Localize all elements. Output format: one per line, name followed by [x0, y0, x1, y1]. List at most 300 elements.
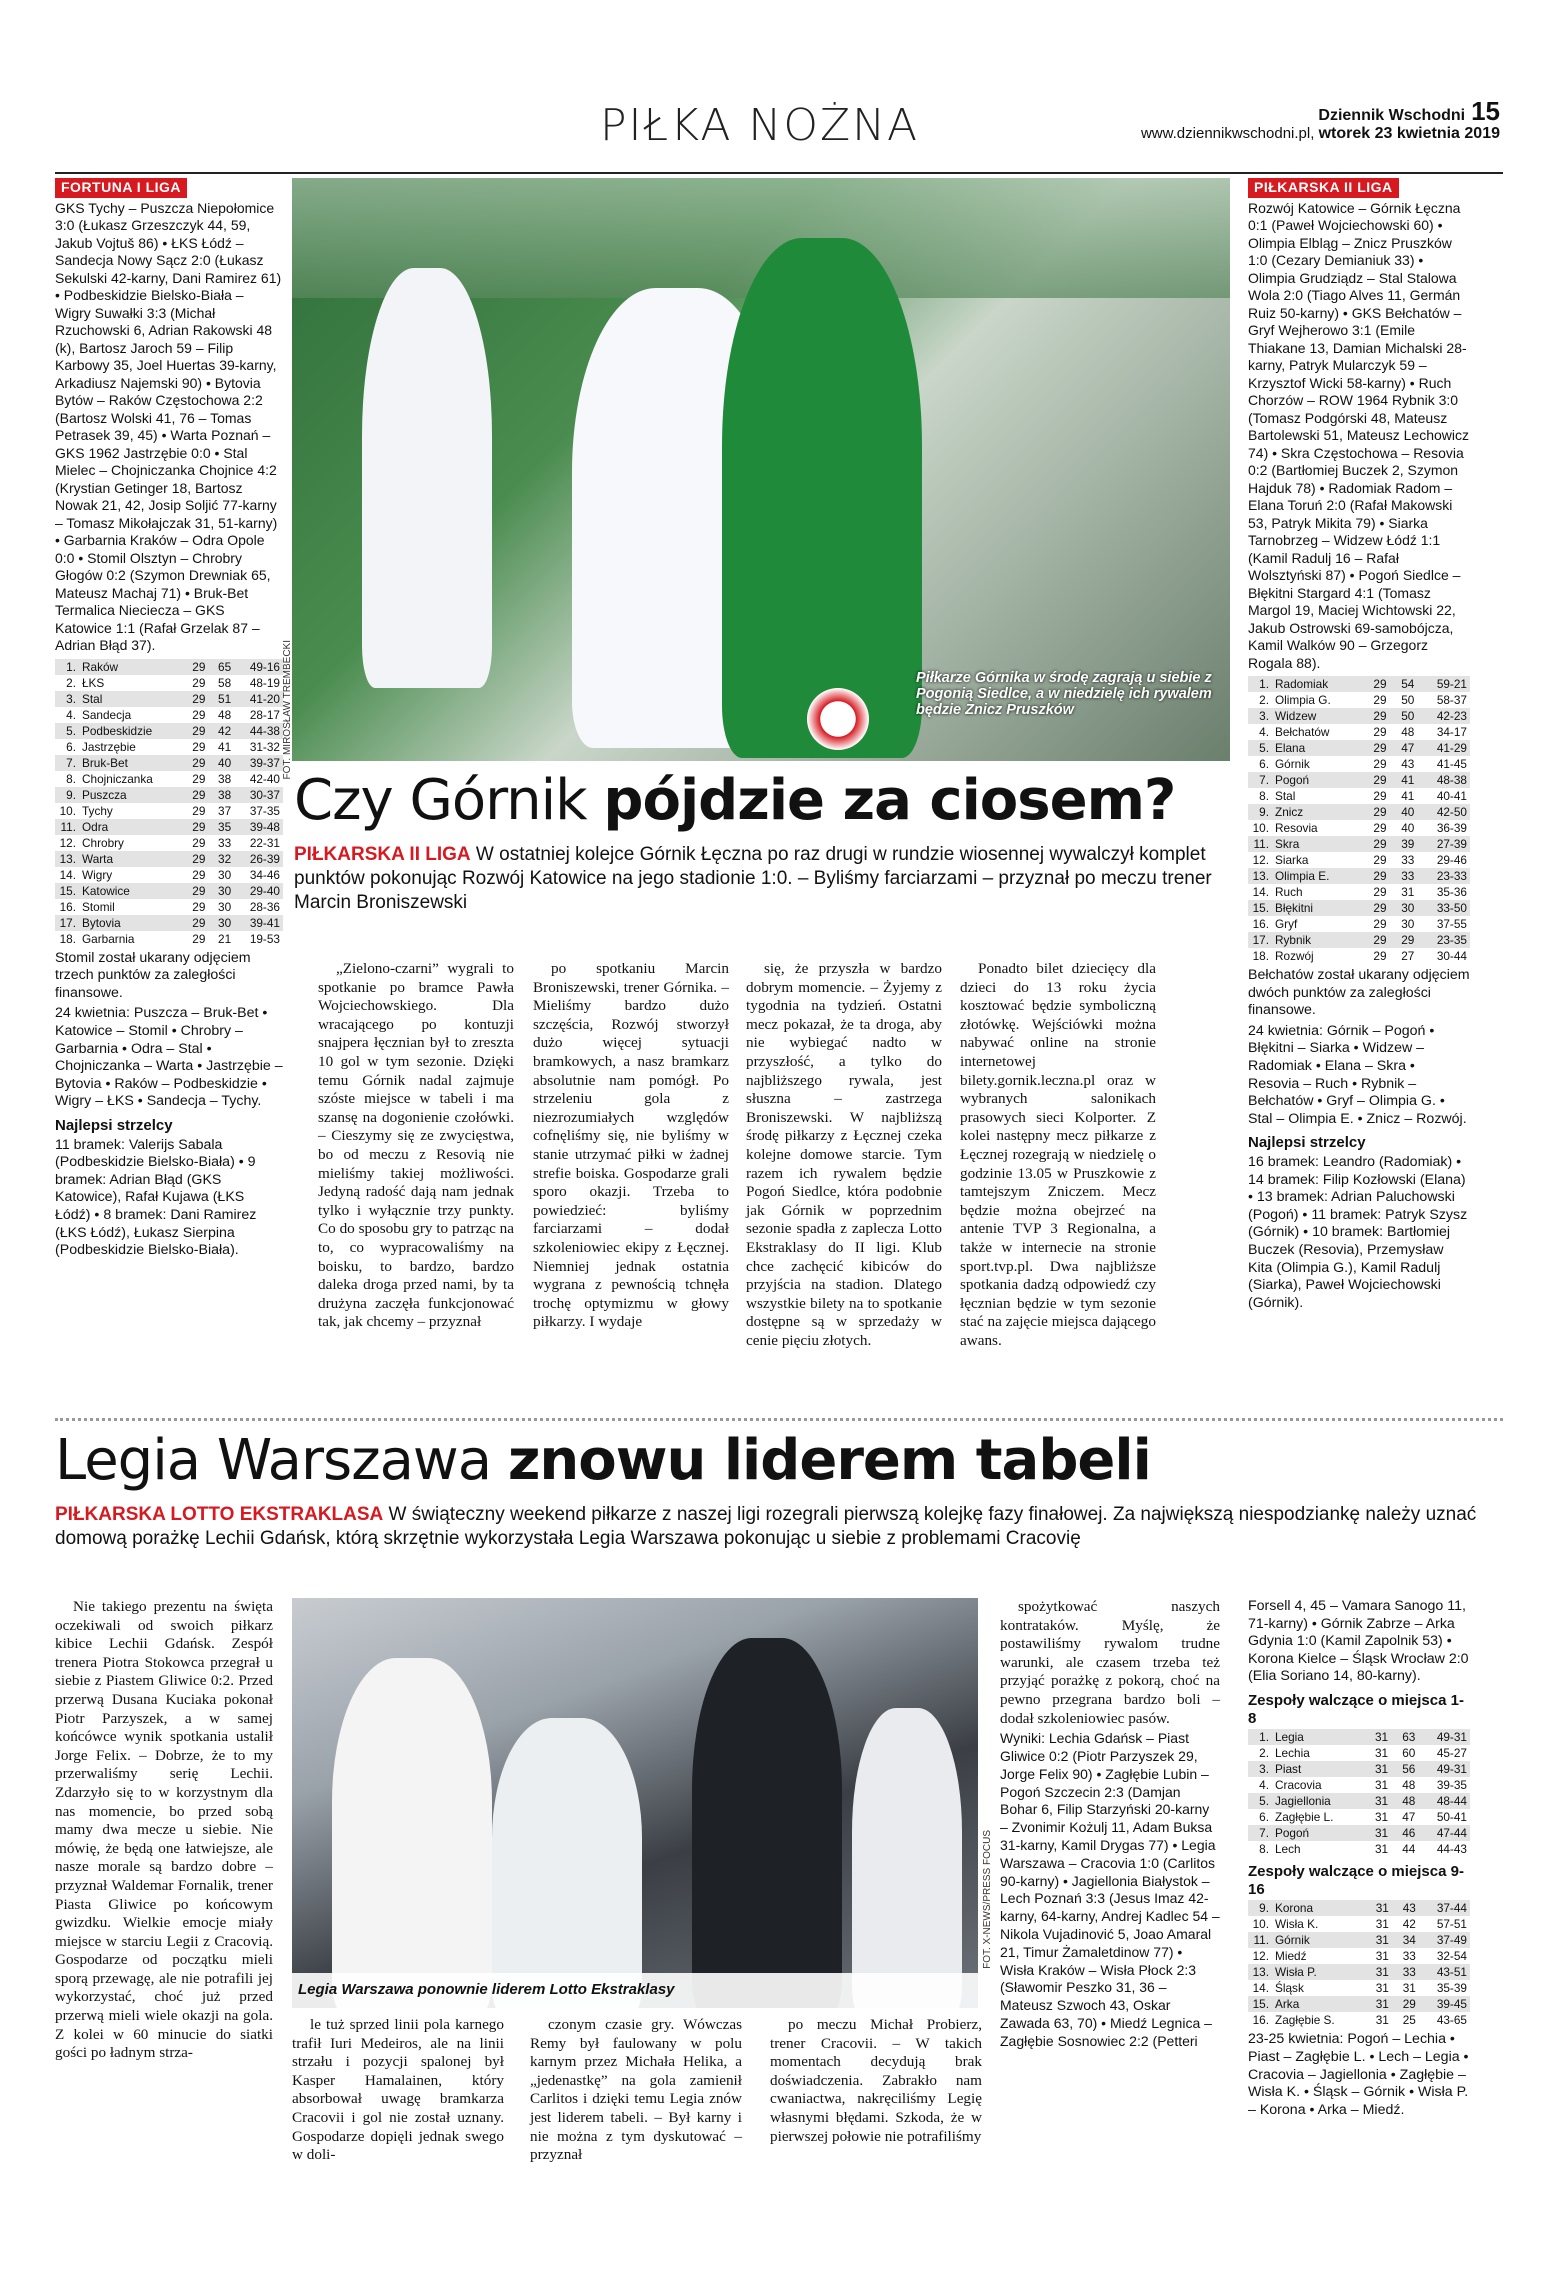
- table-row: [1248, 1996, 1470, 2012]
- table-cell: Bytovia: [79, 915, 183, 931]
- table-cell: 3.: [1248, 708, 1272, 724]
- table-cell: 50-41: [1436, 1810, 1467, 1825]
- scorers-text: 11 bramek: Valerijs Sabala (Podbeskidzie Bielsko-Biała) • 9 bramek: Adrian Błąd (GKS Katowice), Rafał Kujawa (ŁKS Łódź) • 8 bramek: Dani Ramirez (ŁKS Łódź), Łukasz Sierpina (Podbeskidzie Bielsko-Biała).: [55, 1136, 257, 1259]
- table-row: [1248, 756, 1470, 772]
- table-cell: 29: [1362, 932, 1390, 948]
- table-cell: Odra: [79, 819, 183, 835]
- table-cell: 42-23: [1417, 708, 1470, 724]
- table-cell: 46: [1391, 1825, 1418, 1841]
- table-cell: 48: [1402, 1778, 1416, 1793]
- standings-table: [1248, 676, 1470, 964]
- table-cell: 10.: [59, 803, 76, 818]
- table-cell: 33: [1392, 1964, 1419, 1980]
- table-cell: 29: [183, 787, 209, 803]
- table-cell: 17.: [55, 915, 79, 931]
- table-row: [1248, 1825, 1470, 1841]
- table-cell: 39-41: [234, 915, 283, 931]
- table-row: [1248, 740, 1470, 756]
- table-row: [1248, 772, 1470, 788]
- table-cell: 11.: [55, 819, 79, 835]
- section-separator: [55, 1418, 1503, 1421]
- lead-kicker: PIŁKARSKA II LIGA: [294, 844, 471, 865]
- table-cell: 28-17: [249, 707, 280, 722]
- table-cell: 29: [1373, 885, 1387, 900]
- paper-name: Dziennik Wschodni: [1318, 107, 1466, 124]
- table-row: [55, 915, 283, 931]
- table-cell: 33: [1401, 853, 1415, 868]
- table-cell: Piast: [1272, 1761, 1364, 1777]
- table-cell: 29: [1362, 676, 1390, 692]
- next-round: 23-25 kwietnia: Pogoń – Lechia • Piast – Zagłębie L. • Lech – Legia • Cracovia – Jagiellonia • Zagłębie – Wisła K. • Śląsk – Górnik • Wisła P. – Korona • Arka – Miedź.: [1248, 2031, 1469, 2118]
- headline-light: Czy Górnik: [294, 768, 604, 833]
- table-cell: Garbarnia: [82, 931, 135, 946]
- table-cell: 6.: [1259, 1810, 1269, 1825]
- table-cell: Olimpia G.: [1275, 693, 1331, 708]
- lead-kicker: PIŁKARSKA LOTTO EKSTRAKLASA: [55, 1504, 384, 1525]
- table-row: [1248, 1777, 1470, 1793]
- table-cell: 38: [208, 787, 234, 803]
- table-cell: 29: [183, 691, 209, 707]
- table-cell: 30-37: [234, 787, 283, 803]
- table-cell: Podbeskidzie: [79, 723, 183, 739]
- table-cell: 44-43: [1436, 1842, 1467, 1857]
- table-cell: 16.: [1252, 2013, 1269, 2028]
- table-cell: 39-48: [234, 819, 283, 835]
- table-row: [1248, 1745, 1470, 1761]
- table-cell: 41: [1401, 789, 1415, 804]
- table-cell: Zagłębie S.: [1275, 2013, 1335, 2028]
- table-cell: 49-16: [234, 659, 283, 675]
- table-cell: 45-27: [1436, 1746, 1467, 1761]
- table-row: [1248, 724, 1470, 740]
- table-cell: Lechia: [1275, 1746, 1310, 1761]
- player-white-2: [492, 1718, 642, 2008]
- table-cell: 21: [218, 931, 232, 946]
- article1-col4: Ponadto bilet dziecięcy dla dzieci do 13 roku życia kosztować będzie symboliczną złotówkę. Wejściówki można nabywać online na stronie internetowej bilety.gornik.leczna.pl oraz w wybranych salonikach prasowych sieci Kolporter. Z kolei następny mecz piłkarze z Łęcznej rozegrają w niedzielę o godzinie 13.05 w Pruszkowie z tamtejszym Zniczem. Mecz będzie można obejrzeć na antenie TVP 3 Regionalna, a także w internecie na stronie sport.tvp.pl. Dwa najbliższe spotkania dadzą odpowiedź czy łęcznian będzie w tym sezonie stać na zajęcie miejsca dającego awans.: [960, 960, 1156, 1349]
- scorers-title: Najlepsi strzelcy: [1248, 1134, 1366, 1152]
- table-cell: 14.: [1252, 885, 1269, 900]
- table-cell: 29: [1373, 917, 1387, 932]
- table-row: [1248, 1948, 1470, 1964]
- table-cell: ŁKS: [82, 675, 105, 690]
- table-cell: 31: [1402, 1981, 1416, 1996]
- lead-text: W świąteczny weekend piłkarze z naszej ligi rozegrali pierwszą kolejkę fazy finałowej. Za największą niespodziankę należy uznać domową porażkę Lechii Gdańsk, którą skrzętnie wykorzystała Legia Warszawa pokonując u siebie z problemami Cracovię: [55, 1504, 1477, 1549]
- table-cell: 29: [192, 707, 206, 722]
- table-cell: 36-39: [1436, 821, 1467, 836]
- table-row: [1248, 1900, 1470, 1916]
- table-cell: Górnik: [1272, 1932, 1365, 1948]
- table-cell: Chrobry: [82, 835, 124, 850]
- table-cell: 29: [1373, 789, 1387, 804]
- table-cell: Wigry: [82, 867, 113, 882]
- league-tag: FORTUNA I LIGA: [55, 178, 187, 198]
- table-row: [1248, 820, 1470, 836]
- table-cell: 35-39: [1436, 1981, 1467, 1996]
- table-cell: 58: [218, 675, 232, 690]
- headline-bold: pójdzie za ciosem?: [603, 768, 1176, 833]
- table-cell: 31: [1364, 1761, 1391, 1777]
- table-cell: 54: [1390, 676, 1418, 692]
- player-white-3: [852, 1708, 962, 2008]
- table-cell: Bełchatów: [1275, 725, 1330, 740]
- table-cell: 42: [1402, 1917, 1416, 1932]
- table-cell: 29: [183, 755, 209, 771]
- table-cell: 2.: [66, 675, 76, 690]
- table-cell: 41-20: [234, 691, 283, 707]
- article1-col3: się, że przyszła w bardzo dobrym momencie. – Żyjemy z tygodnia na tydzień. Ostatni mecz pokazał, że ta droga, aby nie wybiegać nadto w przyszłość, a tylko do najbliższego rywala, jest słuszna – zastrzega Broniszewski. W najbliższą środę piłkarzy z Łęcznej czeka kolejne domowe starcie. Tym razem ich rywalem będzie Pogoń Siedlce, która podobnie jak Górnik w poprzednim sezonie spadła z zaplecza Lotto Ekstraklasy do II ligi. Klub chce zachęcić kibiców do przyjścia na stadion. Dlatego wszystkie bilety na to spotkanie dostępne są w sprzedaży w cenie pięciu złotych.: [746, 960, 942, 1349]
- table-cell: 47: [1402, 1810, 1416, 1825]
- table-cell: 31: [1374, 1842, 1389, 1857]
- table-cell: Tychy: [82, 803, 113, 818]
- table-cell: 5.: [1248, 740, 1272, 756]
- table-cell: 17.: [1248, 932, 1272, 948]
- table-cell: 18.: [1252, 949, 1269, 964]
- table-cell: 14.: [1252, 1981, 1269, 1996]
- table-row: [55, 755, 283, 771]
- table-cell: 29-46: [1436, 853, 1467, 868]
- table-cell: 29: [183, 723, 209, 739]
- legia-celebration-photo: [292, 1598, 978, 2008]
- table-row: [55, 675, 283, 691]
- table-cell: 49-31: [1418, 1761, 1470, 1777]
- article2-col5: spożytkować naszych kontrataków. Myślę, że postawiliśmy rywalom trudne warunki, ale czasem trzeba też przyjąć porażkę z pokorą, choć na pewno przegrana bardzo boli – dodał szkoleniowiec pasów. Wyniki: Lechia Gdańsk – Piast Gliwice 0:2 (Piotr Parzyszek 29, Jorge Felix 90) • Zagłębie Lubin – Pogoń Szczecin 2:3 (Damjan Bohar 6, Filip Starzyński 20-karny – Zvonimir Kożulj 11, Adam Buksa 31-karny, Kamil Drygas 77) • Legia Warszawa – Cracovia 1:0 (Carlitos 90-karny) • Jagiellonia Białystok – Lech Poznań 3:3 (Jesus Imaz 42-karny, 64-karny, Andrej Kadlec 54 – Nikola Vujadinović 5, Joao Amaral 21, Timur Żamaletdinow 77) • Wisła Kraków – Wisła Płock 2:3 (Sławomir Peszko 31, 36 – Mateusz Szwoch 43, Oskar Zawada 63, 70) • Miedź Legnica – Zagłębie Sosnowiec 2:2 (Petteri: [1000, 1598, 1220, 2049]
- table-cell: 15.: [1248, 1996, 1272, 2012]
- table-cell: 50: [1401, 693, 1415, 708]
- table-cell: 2.: [1259, 693, 1269, 708]
- table-cell: 39-45: [1419, 1996, 1470, 2012]
- table-cell: 13.: [55, 851, 79, 867]
- table-cell: 39: [1390, 836, 1418, 852]
- table-row: [55, 787, 283, 803]
- table-cell: Korona: [1272, 1900, 1365, 1916]
- table-cell: 29: [192, 867, 206, 882]
- table-cell: 41: [1390, 772, 1418, 788]
- photo-caption: Piłkarze Górnika w środę zagrają u siebie z Pogonią Siedlce, a w niedzielę ich rywalem będzie Znicz Pruszków: [916, 670, 1212, 718]
- photo-caption: Legia Warszawa ponownie liderem Lotto Ekstraklasy: [298, 1981, 675, 1998]
- table-cell: 1.: [55, 659, 79, 675]
- table-cell: 39-35: [1436, 1778, 1467, 1793]
- table-cell: 57-51: [1436, 1917, 1467, 1932]
- gornik-match-photo: [292, 178, 1230, 761]
- table-row: [1248, 1793, 1470, 1809]
- table-cell: 16.: [1252, 917, 1269, 932]
- table-cell: 31: [1401, 885, 1415, 900]
- table-cell: 31: [1364, 1825, 1391, 1841]
- table-cell: 30: [208, 883, 234, 899]
- table-cell: Stal: [1275, 789, 1296, 804]
- table-cell: Elana: [1272, 740, 1362, 756]
- table-cell: 43: [1392, 1900, 1419, 1916]
- table-cell: 26-39: [234, 851, 283, 867]
- table-cell: Pogoń: [1272, 772, 1362, 788]
- table-cell: 10.: [1252, 1917, 1269, 1932]
- table-row: [55, 803, 283, 819]
- table-row: [1248, 1916, 1470, 1932]
- table-cell: 27-39: [1417, 836, 1470, 852]
- table-cell: 56: [1391, 1761, 1418, 1777]
- table-cell: 43-65: [1436, 2013, 1467, 2028]
- table-cell: 29: [1373, 821, 1387, 836]
- table-cell: 29: [1373, 725, 1387, 740]
- table-row: [1248, 804, 1470, 820]
- ball: [807, 688, 869, 750]
- article1-headline: [294, 768, 1175, 833]
- table-cell: Rybnik: [1272, 932, 1362, 948]
- table-cell: 23-35: [1417, 932, 1470, 948]
- table-cell: 63: [1391, 1729, 1418, 1745]
- table-cell: 31-32: [249, 739, 280, 754]
- table-cell: 3.: [55, 691, 79, 707]
- bottom-group-title: Zespoły walczące o miejsca 9-16: [1248, 1863, 1464, 1898]
- player-green: [722, 238, 922, 758]
- table-cell: 35: [208, 819, 234, 835]
- table-cell: 29: [1373, 949, 1387, 964]
- table-cell: 5.: [1248, 1793, 1272, 1809]
- table-cell: 59-21: [1417, 676, 1470, 692]
- table-row: [55, 707, 283, 723]
- table-cell: 28-36: [249, 899, 280, 914]
- table-cell: Raków: [79, 659, 183, 675]
- top-group-table: [1248, 1729, 1470, 1857]
- table-cell: 47-44: [1418, 1825, 1470, 1841]
- ekstraklasa-results: Wyniki: Lechia Gdańsk – Piast Gliwice 0:2 (Piotr Parzyszek 29, Jorge Felix 90) • Zagłębie Lubin – Pogoń Szczecin 2:3 (Damjan Bohar 6, Filip Starzyński 20-karny – Zvonimir Kożulj 11, Adam Buksa 31-karny, Kamil Drygas 77) • Legia Warszawa – Cracovia 1:0 (Carlitos 90-karny) • Jagiellonia Białystok – Lech Poznań 3:3 (Jesus Imaz 42-karny, 64-karny, Andrej Kadlec 54 – Nikola Vujadinović 5, Joao Amaral 21, Timur Żamaletdinow 77) • Wisła Kraków – Wisła Płock 2:3 (Sławomir Peszko 31, 36 – Mateusz Szwoch 43, Oskar Zawada 63, 70) • Miedź Legnica – Zagłębie Sosnowiec 2:2 (Petteri: [1000, 1730, 1220, 2049]
- penalty-note: Bełchatów został ukarany odjęciem dwóch punktów za zaległości finansowe.: [1248, 967, 1470, 1019]
- table-cell: 37-49: [1419, 1932, 1470, 1948]
- table-cell: 31: [1374, 1746, 1389, 1761]
- table-cell: 4.: [66, 707, 76, 722]
- table-row: [55, 883, 283, 899]
- table-cell: 15.: [55, 883, 79, 899]
- table-cell: 31: [1375, 1981, 1389, 1996]
- table-cell: 18.: [59, 931, 76, 946]
- table-row: [55, 819, 283, 835]
- table-cell: 33: [1390, 868, 1418, 884]
- headline-bold: znowu liderem tabeli: [507, 1428, 1151, 1493]
- table-cell: 11.: [1248, 1932, 1272, 1948]
- table-cell: 23-33: [1417, 868, 1470, 884]
- table-cell: Lech: [1275, 1842, 1301, 1857]
- table-cell: 48: [218, 707, 232, 722]
- table-row: [55, 691, 283, 707]
- table-cell: 44: [1402, 1842, 1416, 1857]
- table-cell: 31: [1365, 1964, 1392, 1980]
- table-cell: 29: [1373, 693, 1387, 708]
- table-cell: 40: [208, 755, 234, 771]
- table-cell: 37-35: [249, 803, 280, 818]
- table-row: [1248, 836, 1470, 852]
- table-row: [55, 771, 283, 787]
- table-row: [1248, 2012, 1470, 2028]
- table-cell: 31: [1374, 1810, 1389, 1825]
- article1-col1: „Zielono-czarni” wygrali to spotkanie po bramce Pawła Wojciechowskiego. Dla wracającego po kontuzji snajpera łęcznian był to zreszta 10 gol w tym sezonie. Dzięki temu Górnik nadal zajmuje szóste miejsce w tabeli i ma szansę na dogonienie czołówki. – Cieszymy się ze zwycięstwa, bo od meczu z Resovią nie mieliśmy takiej możliwości. Jedyną radość dają nam jednak tylko i wyłącznie trzy punkty. Co do sposobu gry to patrząc na to, co wypracowaliśmy na boisku, to bardzo, bardzo daleka droga przed nami, by ta drużyna zaczęła funkcjonować tak, jak chcemy – przyznał: [318, 960, 514, 1331]
- table-cell: 10.: [1252, 821, 1269, 836]
- table-cell: 30: [1390, 900, 1418, 916]
- table-cell: 34-17: [1436, 725, 1467, 740]
- table-row: [1248, 1932, 1470, 1948]
- photo-credit: FOT. MIROSŁAW TREMBECKI: [282, 640, 293, 780]
- table-cell: 30: [218, 899, 232, 914]
- table-cell: 29: [1362, 740, 1390, 756]
- table-cell: 29: [192, 899, 206, 914]
- table-cell: 29: [192, 835, 206, 850]
- table-cell: 33-50: [1417, 900, 1470, 916]
- table-row: [1248, 884, 1470, 900]
- table-cell: Cracovia: [1275, 1778, 1322, 1793]
- table-cell: Jastrzębie: [82, 739, 136, 754]
- table-cell: 25: [1402, 2013, 1416, 2028]
- standings-table: [55, 659, 283, 947]
- table-cell: 29: [1392, 1996, 1419, 2012]
- table-cell: 58-37: [1436, 693, 1467, 708]
- table-cell: 40: [1390, 804, 1418, 820]
- table-cell: 37-44: [1419, 1900, 1470, 1916]
- table-cell: 15.: [1248, 900, 1272, 916]
- table-cell: 60: [1402, 1746, 1416, 1761]
- top-group-title: Zespoły walczące o miejsca 1-8: [1248, 1691, 1464, 1727]
- table-cell: Sandecja: [82, 707, 132, 722]
- table-row: [1248, 900, 1470, 916]
- table-cell: 47: [1390, 740, 1418, 756]
- next-round: 24 kwietnia: Górnik – Pogoń • Błękitni – Siarka • Widzew – Radomiak • Elana – Skra • Resovia – Ruch • Rybnik – Bełchatów • Gryf – Olimpia G. • Stal – Olimpia E. • Znicz – Rozwój.: [1248, 1022, 1467, 1127]
- table-cell: 29: [183, 851, 209, 867]
- player-white-1: [332, 1658, 492, 2008]
- table-cell: Chojniczanka: [82, 771, 153, 786]
- coach-black: [692, 1638, 842, 2008]
- table-cell: 29: [183, 915, 209, 931]
- penalty-note: Stomil został ukarany odjęciem trzech punktów za zaległości finansowe.: [55, 949, 251, 1001]
- table-cell: 42: [208, 723, 234, 739]
- table-cell: 6.: [66, 739, 76, 754]
- results-text: GKS Tychy – Puszcza Niepołomice 3:0 (Łukasz Grzeszczyk 44, 59, Jakub Vojtuš 86) • ŁKS Łódź – Sandecja Nowy Sącz 2:0 (Łukasz Sekulski 42-karny, Dani Ramirez 61) • Podbeskidzie Bielsko-Biała – Wigry Suwałki 3:3 (Michał Rzuchowski 6, Adrian Rakowski 48 (k), Bartosz Jaroch 59 – Filip Karbowy 35, Joel Huertas 39-karny, Arkadiusz Najemski 90) • Bytovia Bytów – Raków Częstochowa 2:2 (Bartosz Wolski 41, 76 – Tomas Petrasek 39, 45) • Warta Poznań – GKS 1962 Jastrzębie 0:0 • Stal Mielec – Chojniczanka Chojnice 4:2 (Krystian Getinger 18, Bartosz Nowak 21, 42, Josip Soljić 77-karny – Tomasz Mikołajczak 31, 51-karny) • Garbarnia Kraków – Odra Opole 0:0 • Stomil Olsztyn – Chrobry Głogów 0:2 (Szymon Drewniak 65, Mateusz Machaj 71) • Bruk-Bet Termalica Nieciecza – GKS Katowice 1:1 (Rafał Grzelak 87 – Adrian Błąd 37).: [55, 199, 282, 654]
- table-cell: Resovia: [1275, 821, 1318, 836]
- table-cell: 5.: [55, 723, 79, 739]
- table-cell: Puszcza: [79, 787, 183, 803]
- table-row: [1248, 868, 1470, 884]
- table-row: [1248, 1809, 1470, 1825]
- league-tag: PIŁKARSKA II LIGA: [1248, 178, 1399, 198]
- table-cell: 38: [218, 771, 232, 786]
- table-row: [55, 899, 283, 915]
- table-cell: 65: [208, 659, 234, 675]
- table-cell: 31: [1365, 1996, 1392, 2012]
- table-row: [55, 851, 283, 867]
- photo-credit: FOT. X-NEWS/PRESS FOCUS: [982, 1830, 993, 1969]
- table-cell: 30-44: [1436, 949, 1467, 964]
- header-rule: [55, 172, 1503, 174]
- table-row: [1248, 788, 1470, 804]
- table-cell: 48-19: [249, 675, 280, 690]
- table-cell: Siarka: [1275, 853, 1309, 868]
- table-cell: 29: [192, 771, 206, 786]
- table-cell: Bruk-Bet: [79, 755, 183, 771]
- table-cell: Olimpia E.: [1272, 868, 1362, 884]
- left-sidebar: [55, 178, 283, 1260]
- table-row: [55, 723, 283, 739]
- table-cell: Stal: [79, 691, 183, 707]
- table-cell: 16.: [59, 899, 76, 914]
- table-cell: 29: [183, 819, 209, 835]
- table-cell: Rozwój: [1275, 949, 1314, 964]
- table-cell: 31: [1375, 2013, 1389, 2028]
- table-cell: 3.: [1248, 1761, 1272, 1777]
- table-cell: Stomil: [82, 899, 115, 914]
- table-cell: 12.: [1252, 1949, 1269, 1964]
- table-row: [1248, 676, 1470, 692]
- table-cell: Jagiellonia: [1272, 1793, 1364, 1809]
- right-sidebar: [1248, 178, 1470, 1312]
- table-cell: 40: [1401, 821, 1415, 836]
- table-row: [55, 931, 283, 947]
- table-cell: 7.: [1248, 772, 1272, 788]
- table-cell: 31: [1364, 1729, 1391, 1745]
- table-cell: Zagłębie L.: [1275, 1810, 1334, 1825]
- table-cell: 12.: [1252, 853, 1269, 868]
- table-cell: 48: [1401, 725, 1415, 740]
- player-white-1: [362, 268, 492, 688]
- table-row: [55, 659, 283, 675]
- next-round: 24 kwietnia: Puszcza – Bruk-Bet • Katowice – Stomil • Chrobry – Garbarnia • Odra – Stal • Chojniczanka – Warta • Jastrzębie – Bytovia • Raków – Podbeskidzie • Wigry – ŁKS • Sandecja – Tychy.: [55, 1005, 283, 1110]
- table-row: [1248, 932, 1470, 948]
- table-cell: 31: [1375, 1917, 1389, 1932]
- table-cell: 4.: [1259, 1778, 1269, 1793]
- table-cell: 9.: [1248, 804, 1272, 820]
- table-cell: 22-31: [249, 835, 280, 850]
- table-cell: 43-51: [1419, 1964, 1470, 1980]
- table-cell: Widzew: [1272, 708, 1362, 724]
- table-cell: 41-45: [1436, 757, 1467, 772]
- table-cell: 29: [1362, 772, 1390, 788]
- table-cell: 29: [1362, 900, 1390, 916]
- table-cell: 35-36: [1436, 885, 1467, 900]
- table-cell: Miedź: [1275, 1949, 1307, 1964]
- table-cell: 29: [192, 803, 206, 818]
- page-number: 15: [1471, 96, 1500, 126]
- table-cell: 4.: [1259, 725, 1269, 740]
- table-row: [55, 867, 283, 883]
- table-cell: 29: [192, 739, 206, 754]
- masthead: Dziennik Wschodni 15 www.dziennikwschodni.pl, wtorek 23 kwietnia 2019: [1140, 96, 1500, 142]
- table-cell: 8.: [66, 771, 76, 786]
- table-row: [55, 835, 283, 851]
- table-cell: 41: [218, 739, 232, 754]
- results-text: Rozwój Katowice – Górnik Łęczna 0:1 (Paweł Wojciechowski 60) • Olimpia Elbląg – Znicz Pruszków 1:0 (Cezary Demianiuk 33) • Olimpia Grudziądz – Stal Stalowa Wola 2:0 (Tiago Alves 11, Germán Ruiz 50-karny) • GKS Bełchatów – Gryf Wejherowo 3:1 (Emile Thiakane 13, Damian Michalski 28-karny, Patryk Mularczyk 59 – Krzysztof Wicki 58-karny) • Ruch Chorzów – ROW 1964 Rybnik 3:0 (Tomasz Podgórski 48, Mateusz Bartolewski 51, Mateusz Lechowicz 74) • Skra Częstochowa – Resovia 0:2 (Bartłomiej Buczek 2, Szymon Hajduk 78) • Radomiak Radom – Elana Toruń 2:0 (Rafał Makowski 53, Patryk Mikita 79) • Siarka Tarnobrzeg – Widzew Łódź 1:1 (Kamil Radulj 16 – Rafał Wolsztyński 87) • Pogoń Siedlce – Błękitni Stargard 4:1 (Tomasz Margol 19, Maciej Wichtowski 22, Jakub Ostrowski 69-samobójcza, Kamil Walków 90 – Grzegorz Rogala 88).: [1248, 199, 1469, 671]
- table-cell: 48: [1391, 1793, 1418, 1809]
- table-cell: 9.: [55, 787, 79, 803]
- table-row: [1248, 852, 1470, 868]
- table-cell: 30: [218, 867, 232, 882]
- table-cell: 37-55: [1436, 917, 1467, 932]
- article2-col3: czonym czasie gry. Wówczas Remy był faulowany w polu karnym przez Michała Helika, a „jedenastkę” na gola zamienił Carlitos i dzięki temu Legia znów jest liderem tabeli. – Był karny i nie można z tym dyskutować – przyznał: [530, 2016, 742, 2164]
- table-cell: 1.: [1248, 1729, 1272, 1745]
- table-cell: 14.: [59, 867, 76, 882]
- table-row: [1248, 1980, 1470, 1996]
- table-cell: Wisła P.: [1272, 1964, 1365, 1980]
- table-cell: 30: [1401, 917, 1415, 932]
- table-cell: 31: [1374, 1778, 1389, 1793]
- table-cell: 12.: [59, 835, 76, 850]
- table-cell: 19-53: [249, 931, 280, 946]
- table-cell: 39-37: [234, 755, 283, 771]
- table-cell: Śląsk: [1275, 1981, 1304, 1996]
- table-row: [55, 739, 283, 755]
- table-cell: 31: [1365, 1900, 1392, 1916]
- lead-text: W ostatniej kolejce Górnik Łęczna po raz drugi w rundzie wiosennej wywalczył komplet punktów pokonując Rozwój Katowice na jego stadionie 1:0. – Byliśmy farciarzami – przyznał po meczu trener Marcin Broniszewski: [294, 844, 1212, 913]
- table-cell: Radomiak: [1272, 676, 1362, 692]
- issue-date: wtorek 23 kwietnia 2019: [1318, 125, 1500, 142]
- table-cell: 1.: [1248, 676, 1272, 692]
- site-link[interactable]: www.dziennikwschodni.pl: [1140, 125, 1311, 142]
- table-cell: 27: [1401, 949, 1415, 964]
